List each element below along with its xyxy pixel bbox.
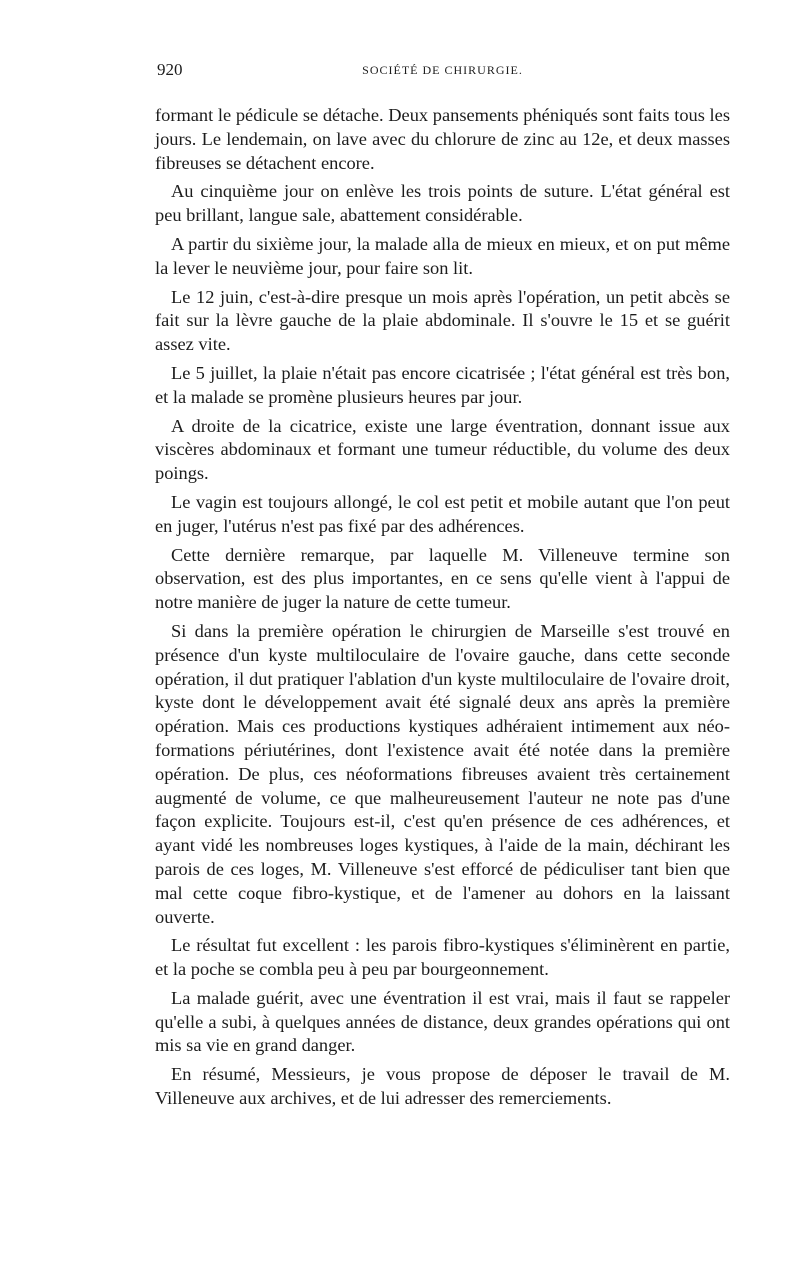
paragraph: A partir du sixième jour, la malade alla de mieux en mieux, et on put même la lever le neuvième jour, pour faire son lit. [155, 233, 730, 278]
paragraph: Au cinquième jour on enlève les trois points de suture. L'état général est peu brillant, langue sale, abattement considérable. [155, 181, 730, 226]
book-page [155, 0, 730, 1283]
paragraph: A droite de la cicatrice, existe une large éventration, donnant issue aux viscères abdominaux et formant une tumeur réductible, du volume des deux poings. [155, 415, 730, 484]
paragraph: Cette dernière remarque, par laquelle M. Villeneuve termine son observation, est des plus importantes, en ce sens qu'elle vient à l'appui de notre manière de juger la nature de cette tumeur. [155, 544, 730, 613]
paragraph: Le 12 juin, c'est-à-dire presque un mois après l'opération, un petit abcès se fait sur la lèvre gauche de la plaie abdominale. Il s'ouvre le 15 et se guérit assez vite. [155, 286, 730, 355]
paragraph: Le vagin est toujours allongé, le col est petit et mobile autant que l'on peut en juger, l'utérus n'est pas fixé par des adhérences. [155, 491, 730, 536]
body-text [155, 104, 730, 1116]
page-header [155, 60, 730, 82]
paragraph: Si dans la première opération le chirurgien de Marseille s'est trouvé en présence d'un kyste multiloculaire de l'ovaire gauche, dans cette seconde opération, il dut pratiquer l'ablation d'un kyste multiloculaire de l'ovaire droit, kyste dont le développement avait été signalé deux ans après la première opération. Mais ces productions kystiques adhéraient intimement aux néo-formations périutérines, dont l'existence avait été notée dans la première opération. De plus, ces néoformations fibreuses avaient très certainement augmenté de volume, ce que malheureusement l'auteur ne note pas d'une façon explicite. Toujours est-il, c'est qu'en présence de ces adhérences, et ayant vidé les nombreuses loges kystiques, à l'aide de la main, déchirant les parois de ces loges, M. Villeneuve s'est efforcé de pédiculiser tant bien que mal cette coque fibro-kystique, et de l'amener au dohors en la laissant ouverte. [155, 620, 730, 927]
page-number: 920 [157, 60, 183, 79]
running-title: SOCIÉTÉ DE CHIRURGIE. [362, 63, 523, 77]
paragraph: Le 5 juillet, la plaie n'était pas encore cicatrisée ; l'état général est très bon, et la malade se promène plusieurs heures par jour. [155, 362, 730, 407]
paragraph: formant le pédicule se détache. Deux pansements phéniqués sont faits tous les jours. Le lendemain, on lave avec du chlorure de zinc au 12e, et deux masses fibreuses se détachent encore. [155, 105, 730, 173]
paragraph: La malade guérit, avec une éventration il est vrai, mais il faut se rappeler qu'elle a subi, à quelques années de distance, deux grandes opérations qui ont mis sa vie en grand danger. [155, 987, 730, 1056]
paragraph: Le résultat fut excellent : les parois fibro-kystiques s'éliminèrent en partie, et la poche se combla peu à peu par bourgeonnement. [155, 935, 730, 980]
paragraph: En résumé, Messieurs, je vous propose de déposer le travail de M. Villeneuve aux archives, et de lui adresser des remerciements. [155, 1064, 730, 1109]
